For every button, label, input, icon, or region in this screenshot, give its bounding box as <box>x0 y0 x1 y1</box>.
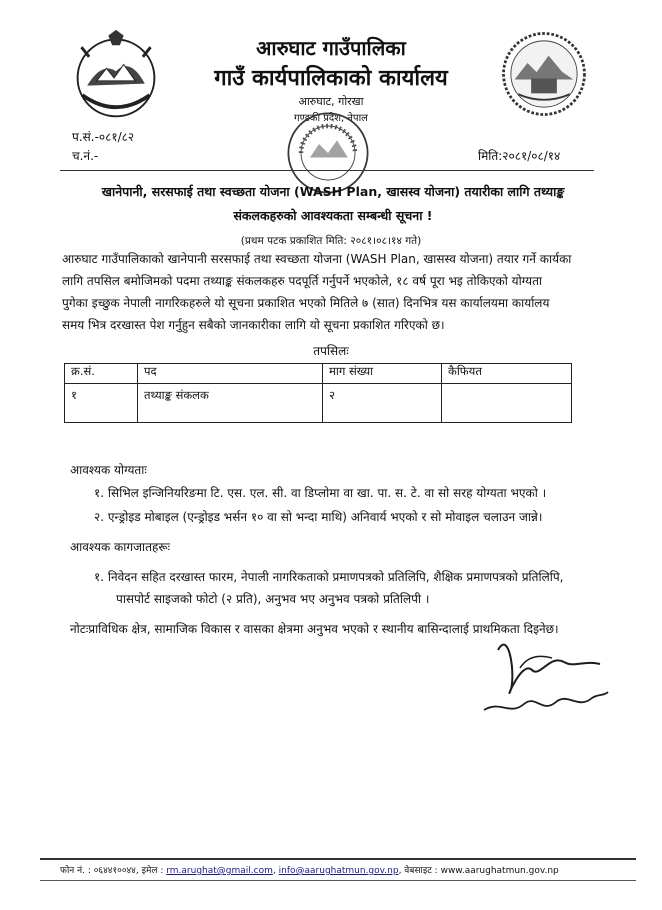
paragraph-line: पुगेका इच्छुक नेपाली नागरिकहरुले यो सूचना प्रकाशित भएको मितिले ७ (सात) दिनभित्र यस कार्यालयमा कार्यालय <box>62 296 550 310</box>
dispatch-number: च.नं.- <box>72 149 99 163</box>
table-row <box>65 384 572 423</box>
email-link-2[interactable]: info@aarughatmun.gov.np <box>278 866 399 876</box>
subject-line-2: संकलकहरुको आवश्यकता सम्बन्धी सूचना ! <box>233 208 433 223</box>
positions-table <box>64 363 572 423</box>
header-serial: क्र.सं. <box>65 364 138 384</box>
email-link-1[interactable]: rm.arughat@gmail.com <box>166 866 273 876</box>
qualifications-title: आवश्यक योग्यताः <box>70 463 147 477</box>
cell-demand-count: २ <box>323 384 442 423</box>
details-label: तपसिलः <box>313 344 349 358</box>
paragraph-line: आरुघाट गाउँपालिकाको खानेपानी सरसफाई तथा स्वच्छता योजना (WASH Plan, खासस्व योजना) तयार गर्ने कार्यका <box>62 252 572 266</box>
notice-paragraph <box>62 248 596 336</box>
table-header-row <box>65 364 572 384</box>
qualification-item: २. एन्ड्रोइड मोबाइल (एन्ड्रोइड भर्सन १० वा सो भन्दा माथि) अनिवार्य भएको र सो मोवाइल चलाउन जान्ने। <box>94 510 543 524</box>
paragraph-line: लागि तपसिल बमोजिमको पदमा तथ्याङ्क संकलकहरु पदपूर्ति गर्नुपर्ने भएकोले, १८ वर्ष पूरा भइ तोकिएको योग्यता <box>62 274 543 288</box>
footer-phone: फोन नं. : ०६४४१००४४, इमेल : <box>60 866 164 876</box>
address-line-1: आरुघाट, गोरखा <box>298 95 364 108</box>
reference-number: प.सं.-०८१/८२ <box>72 130 135 144</box>
header-divider <box>60 170 594 171</box>
cell-remarks <box>442 384 572 423</box>
municipality-name: आरुघाट गाउँपालिका <box>256 36 406 60</box>
cell-position: तथ्याङ्क संकलक <box>138 384 323 423</box>
footer-contact: फोन नं. : ०६४४१००४४, इमेल : rm.arughat@gmail.com, info@aarughatmun.gov.np, वेबसाइट : www.aarughatmun.gov.np <box>60 866 559 876</box>
documents-title: आवश्यक कागजातहरूः <box>70 540 171 554</box>
office-name: गाउँ कार्यपालिकाको कार्यालय <box>214 66 448 91</box>
issue-date: मिति:२०८१/०८/१४ <box>478 149 561 163</box>
address-line-2: गण्डकी प्रदेश, नेपाल <box>294 113 368 124</box>
document-item-line-2: पासपोर्ट साइजको फोटो (२ प्रति), अनुभव भए अनुभव पत्रको प्रतिलिपी । <box>116 592 430 606</box>
qualification-item: १. सिभिल इन्जिनियरिङमा टि. एस. एल. सी. वा डिप्लोमा वा खा. पा. स. टे. वा सो सरह योग्यता भएको । <box>94 486 547 500</box>
header-remarks: कैफियत <box>442 364 572 384</box>
footer-divider-bottom <box>40 880 636 881</box>
footer-website-label: वेबसाइट : <box>404 866 438 876</box>
note: नोटःप्राविधिक क्षेत्र, सामाजिक विकास र वासका क्षेत्रमा अनुभव भएको र स्थानीय बासिन्दालाई प्राथमिकता दिइनेछ। <box>70 622 559 636</box>
cell-serial: १ <box>65 384 138 423</box>
signature-icon <box>480 630 610 720</box>
header-position: पद <box>138 364 323 384</box>
published-date: (प्रथम पटक प्रकाशित मिति: २०८१।०८।१४ गते) <box>240 235 422 247</box>
subject-line-1: खानेपानी, सरसफाई तथा स्वच्छता योजना (WASH Plan, खासस्व योजना) तयारीका लागि तथ्याङ्क <box>101 184 565 199</box>
footer-divider-top <box>40 858 636 860</box>
document-item-line-1: १. निवेदन सहित दरखास्त फारम, नेपाली नागरिकताको प्रमाणपत्रको प्रतिलिपि, शैक्षिक प्रमाणपत्रको प्रतिलिपि, <box>94 570 564 584</box>
website-link[interactable]: www.aarughatmun.gov.np <box>440 866 559 876</box>
header-demand-count: माग संख्या <box>323 364 442 384</box>
paragraph-line: समय भित्र दरखास्त पेश गर्नुहुन सबैको जानकारीका लागि यो सूचना प्रकाशित गरिएको छ। <box>62 318 445 332</box>
